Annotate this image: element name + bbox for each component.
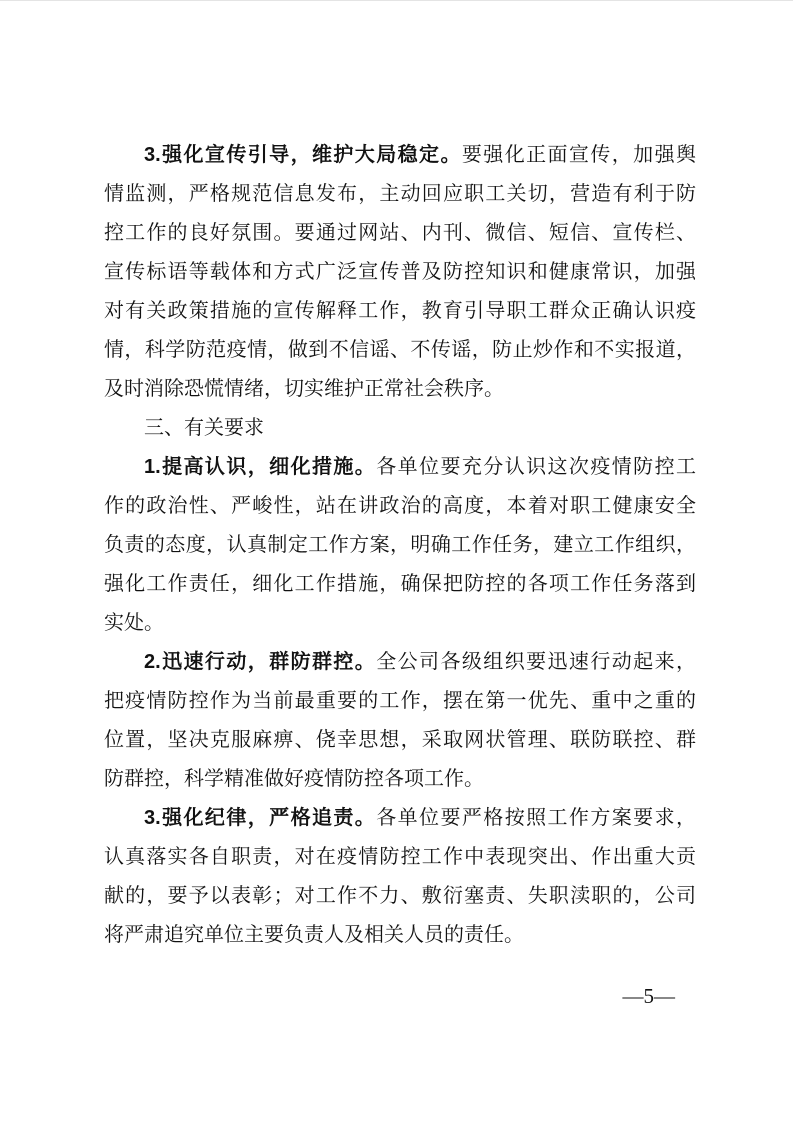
body-text: 各单位要充分认识这次疫情防控工 xyxy=(376,456,696,478)
body-text: 位置，坚决克服麻痹、侥幸思想，采取网状管理、联防联控、群 xyxy=(104,729,696,751)
body-text: 防群控，科学精准做好疫情防控各项工作。 xyxy=(104,768,484,790)
body-text: 认真落实各自职责，对在疫情防控工作中表现突出、作出重大贡 xyxy=(104,846,696,868)
document-body xyxy=(104,136,696,955)
text-line xyxy=(104,604,696,643)
bold-lead-text: 2.迅速行动，群防群控。 xyxy=(144,651,377,673)
body-text: 献的，要予以表彰；对工作不力、敷衍塞责、失职渎职的，公司 xyxy=(104,885,696,907)
text-line xyxy=(104,331,696,370)
text-line xyxy=(104,214,696,253)
text-line xyxy=(104,838,696,877)
body-text: 把疫情防控作为当前最重要的工作，摆在第一优先、重中之重的 xyxy=(104,690,696,712)
text-line xyxy=(104,253,696,292)
body-text: 宣传标语等载体和方式广泛宣传普及防控知识和健康常识，加强 xyxy=(104,261,696,283)
text-line xyxy=(104,136,696,175)
text-line xyxy=(104,370,696,409)
section-heading xyxy=(104,409,696,448)
text-line xyxy=(104,877,696,916)
text-line xyxy=(104,643,696,682)
text-line xyxy=(104,292,696,331)
text-line xyxy=(104,175,696,214)
body-text: 作的政治性、严峻性，站在讲政治的高度，本着对职工健康安全 xyxy=(104,495,696,517)
body-text: 全公司各级组织要迅速行动起来， xyxy=(376,651,696,673)
body-text: 情监测，严格规范信息发布，主动回应职工关切，营造有利于防 xyxy=(104,183,696,205)
body-text: 实处。 xyxy=(104,612,164,634)
body-text: 三、有关要求 xyxy=(144,417,264,439)
text-line xyxy=(104,448,696,487)
body-text: 对有关政策措施的宣传解释工作，教育引导职工群众正确认识疫 xyxy=(104,300,696,322)
text-line xyxy=(104,721,696,760)
body-text: 负责的态度，认真制定工作方案，明确工作任务，建立工作组织， xyxy=(104,534,696,556)
body-text: 控工作的良好氛围。要通过网站、内刊、微信、短信、宣传栏、 xyxy=(104,222,696,244)
page-number: —5— xyxy=(622,984,675,1008)
text-line xyxy=(104,799,696,838)
text-line xyxy=(104,487,696,526)
text-line xyxy=(104,760,696,799)
text-line xyxy=(104,565,696,604)
body-text: 要强化正面宣传，加强舆 xyxy=(461,144,696,166)
body-text: 及时消除恐慌情绪，切实维护正常社会秩序。 xyxy=(104,378,504,400)
text-line xyxy=(104,526,696,565)
text-line xyxy=(104,916,696,955)
body-text: 将严肃追究单位主要负责人及相关人员的责任。 xyxy=(104,924,524,946)
body-text: 强化工作责任，细化工作措施，确保把防控的各项工作任务落到 xyxy=(104,573,696,595)
bold-lead-text: 1.提高认识，细化措施。 xyxy=(144,456,377,478)
bold-lead-text: 3.强化纪律，严格追责。 xyxy=(144,807,377,829)
body-text: 各单位要严格按照工作方案要求， xyxy=(376,807,696,829)
bold-lead-text: 3.强化宣传引导，维护大局稳定。 xyxy=(144,144,462,166)
page-edge-artifact xyxy=(0,0,793,1)
text-line xyxy=(104,682,696,721)
body-text: 情，科学防范疫情，做到不信谣、不传谣，防止炒作和不实报道， xyxy=(104,339,696,361)
